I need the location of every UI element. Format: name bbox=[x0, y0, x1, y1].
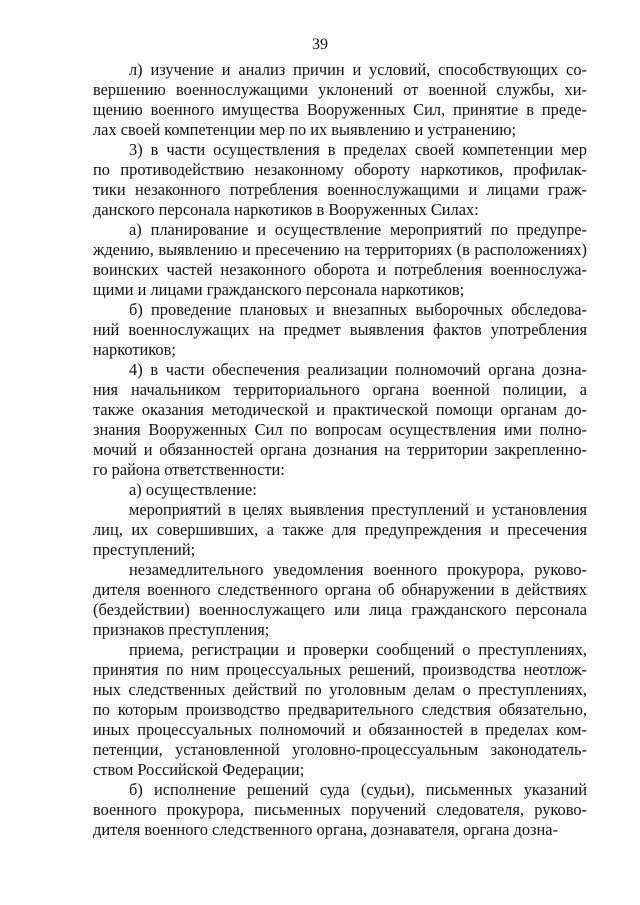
text-line: наркотиков; bbox=[93, 340, 176, 359]
text-line: незамедлительного уведомления военного прокурора, руково- bbox=[129, 560, 587, 579]
page-number: 39 bbox=[312, 36, 328, 53]
paragraph bbox=[93, 780, 587, 840]
paragraph bbox=[93, 640, 587, 780]
text-line: ством Российской Федерации; bbox=[93, 760, 305, 779]
paragraph bbox=[93, 220, 587, 300]
paragraph bbox=[93, 480, 587, 500]
text-line: воинских частей незаконного оборота и потребления военнослужа- bbox=[93, 260, 587, 279]
text-line: б) проведение плановых и внезапных выборочных обследова- bbox=[129, 300, 587, 319]
text-line: признаков преступления; bbox=[93, 620, 270, 639]
text-line: л) изучение и анализ причин и условий, способствующих со- bbox=[129, 60, 587, 79]
text-line: ний военнослужащих на предмет выявления фактов употребления bbox=[93, 320, 587, 339]
paragraph bbox=[93, 60, 587, 140]
text-line: дителя военного следственного органа, дознавателя, органа дозна- bbox=[93, 820, 559, 839]
text-line: данского персонала наркотиков в Вооруженных Силах: bbox=[93, 200, 479, 219]
text-line: ных следственных действий по уголовным делам о преступлениях, bbox=[93, 680, 587, 699]
text-line: го района ответственности: bbox=[93, 460, 285, 479]
text-line: лах своей компетенции мер по их выявлению и устранению; bbox=[93, 120, 517, 139]
text-line: знания Вооруженных Сил по вопросам осуществления ими полно- bbox=[93, 420, 587, 439]
text-line: преступлений; bbox=[93, 540, 196, 559]
text-line: 4) в части обеспечения реализации полномочий органа дозна- bbox=[129, 360, 587, 379]
text-line: приема, регистрации и проверки сообщений о преступлениях, bbox=[129, 640, 587, 659]
text-line: военного прокурора, письменных поручений следователя, руково- bbox=[93, 800, 587, 819]
text-line: иных процессуальных полномочий и обязанностей в пределах ком- bbox=[93, 720, 587, 739]
text-line: щению военного имущества Вооруженных Сил, принятие в преде- bbox=[93, 100, 587, 119]
text-line: дителя военного следственного органа об обнаружении в действиях bbox=[93, 580, 587, 599]
text-line: ния начальником территориального органа военной полиции, а bbox=[93, 380, 587, 399]
text-line: мероприятий в целях выявления преступлений и установления bbox=[129, 500, 587, 519]
text-line: также оказания методической и практической помощи органам до- bbox=[93, 400, 587, 419]
paragraph bbox=[93, 560, 587, 640]
text-line: лиц, их совершивших, а также для предупреждения и пресечения bbox=[93, 520, 587, 539]
text-line: ждению, выявлению и пресечению на территориях (в расположениях) bbox=[93, 240, 587, 259]
text-line: петенции, установленной уголовно-процессуальным законодатель- bbox=[93, 740, 587, 759]
text-line: а) планирование и осуществление мероприятий по предупре- bbox=[129, 220, 587, 239]
text-line: а) осуществление: bbox=[129, 480, 257, 499]
text-line: принятия по ним процессуальных решений, производства неотлож- bbox=[93, 660, 587, 679]
text-line: по противодействию незаконному обороту наркотиков, профилак- bbox=[93, 160, 587, 179]
paragraph bbox=[93, 300, 587, 360]
text-line: 3) в части осуществления в пределах своей компетенции мер bbox=[129, 140, 587, 159]
text-line: б) исполнение решений суда (судьи), письменных указаний bbox=[129, 780, 587, 799]
document-body bbox=[93, 60, 587, 840]
paragraph bbox=[93, 360, 587, 480]
text-line: мочий и обязанностей органа дознания на территории закрепленно- bbox=[93, 440, 587, 459]
text-line: вершению военнослужащими уклонений от военной службы, хи- bbox=[93, 80, 587, 99]
paragraph bbox=[93, 140, 587, 220]
text-line: (бездействии) военнослужащего или лица гражданского персонала bbox=[93, 600, 587, 619]
text-line: щими и лицами гражданского персонала наркотиков; bbox=[93, 280, 465, 299]
paragraph bbox=[93, 500, 587, 560]
text-line: тики незаконного потребления военнослужащими и лицами граж- bbox=[93, 180, 587, 199]
text-line: по которым производство предварительного следствия обязательно, bbox=[93, 700, 587, 719]
